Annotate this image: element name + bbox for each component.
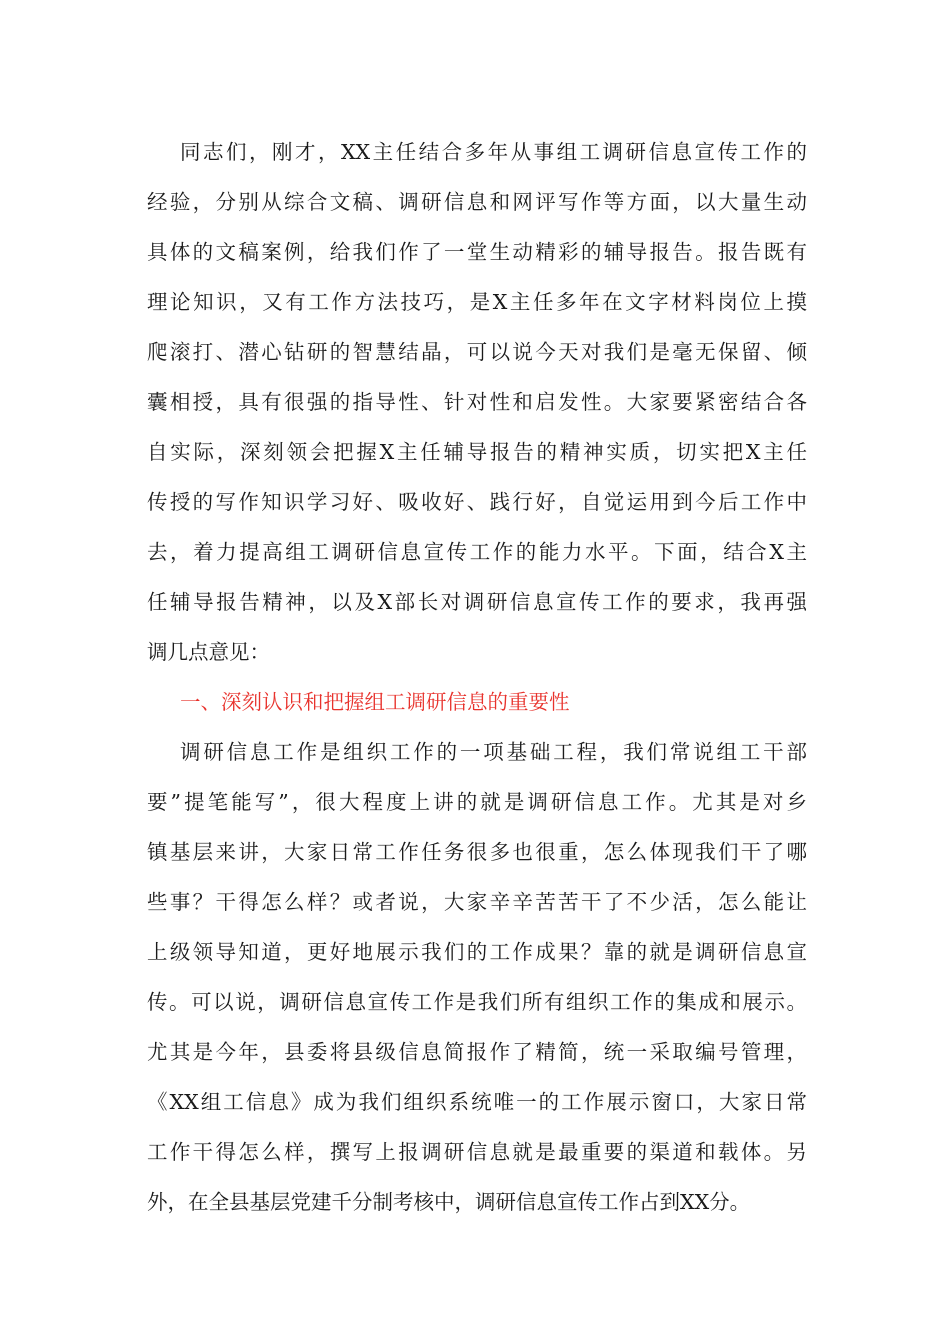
paragraph-1-line: 具体的文稿案例，给我们作了一堂生动精彩的辅导报告。报告既有 — [147, 240, 807, 264]
document-body — [147, 132, 807, 1232]
paragraph-2-line: 《XX组工信息》成为我们组织系统唯一的工作展示窗口，大家日常 — [147, 1090, 807, 1114]
paragraph-1-line: 自实际，深刻领会把握X主任辅导报告的精神实质，切实把X主任 — [147, 440, 807, 464]
section-heading-1: 一、深刻认识和把握组工调研信息的重要性 — [180, 690, 570, 714]
paragraph-2-line: 工作干得怎么样，撰写上报调研信息就是最重要的渠道和载体。另 — [147, 1140, 807, 1164]
paragraph-2-line: 外，在全县基层党建千分制考核中，调研信息宣传工作占到XX分。 — [147, 1190, 751, 1214]
paragraph-2-line: 上级领导知道，更好地展示我们的工作成果？靠的就是调研信息宣 — [147, 940, 807, 964]
paragraph-2-line: 尤其是今年，县委将县级信息简报作了精简，统一采取编号管理， — [147, 1040, 807, 1064]
paragraph-1-line: 传授的写作知识学习好、吸收好、践行好，自觉运用到今后工作中 — [147, 490, 807, 514]
paragraph-1-line: 爬滚打、潜心钻研的智慧结晶，可以说今天对我们是毫无保留、倾 — [147, 340, 807, 364]
paragraph-1-line: 同志们，刚才，XX主任结合多年从事组工调研信息宣传工作的 — [180, 140, 807, 164]
paragraph-1-line: 囊相授，具有很强的指导性、针对性和启发性。大家要紧密结合各 — [147, 390, 807, 414]
paragraph-2-line: 传。可以说，调研信息宣传工作是我们所有组织工作的集成和展示。 — [147, 990, 807, 1014]
paragraph-2-line: 些事？干得怎么样？或者说，大家辛辛苦苦干了不少活，怎么能让 — [147, 890, 807, 914]
paragraph-2-line: 调研信息工作是组织工作的一项基础工程，我们常说组工干部 — [180, 740, 807, 764]
paragraph-1-line: 经验，分别从综合文稿、调研信息和网评写作等方面，以大量生动 — [147, 190, 807, 214]
paragraph-1-line: 任辅导报告精神，以及X部长对调研信息宣传工作的要求，我再强 — [147, 590, 807, 614]
paragraph-1-line: 调几点意见： — [147, 640, 270, 664]
paragraph-2-line: 镇基层来讲，大家日常工作任务很多也很重，怎么体现我们干了哪 — [147, 840, 807, 864]
paragraph-1-line: 理论知识，又有工作方法技巧，是X主任多年在文字材料岗位上摸 — [147, 290, 807, 314]
paragraph-2-line: 要”提笔能写”，很大程度上讲的就是调研信息工作。尤其是对乡 — [147, 790, 807, 814]
paragraph-1-line: 去，着力提高组工调研信息宣传工作的能力水平。下面，结合X主 — [147, 540, 807, 564]
